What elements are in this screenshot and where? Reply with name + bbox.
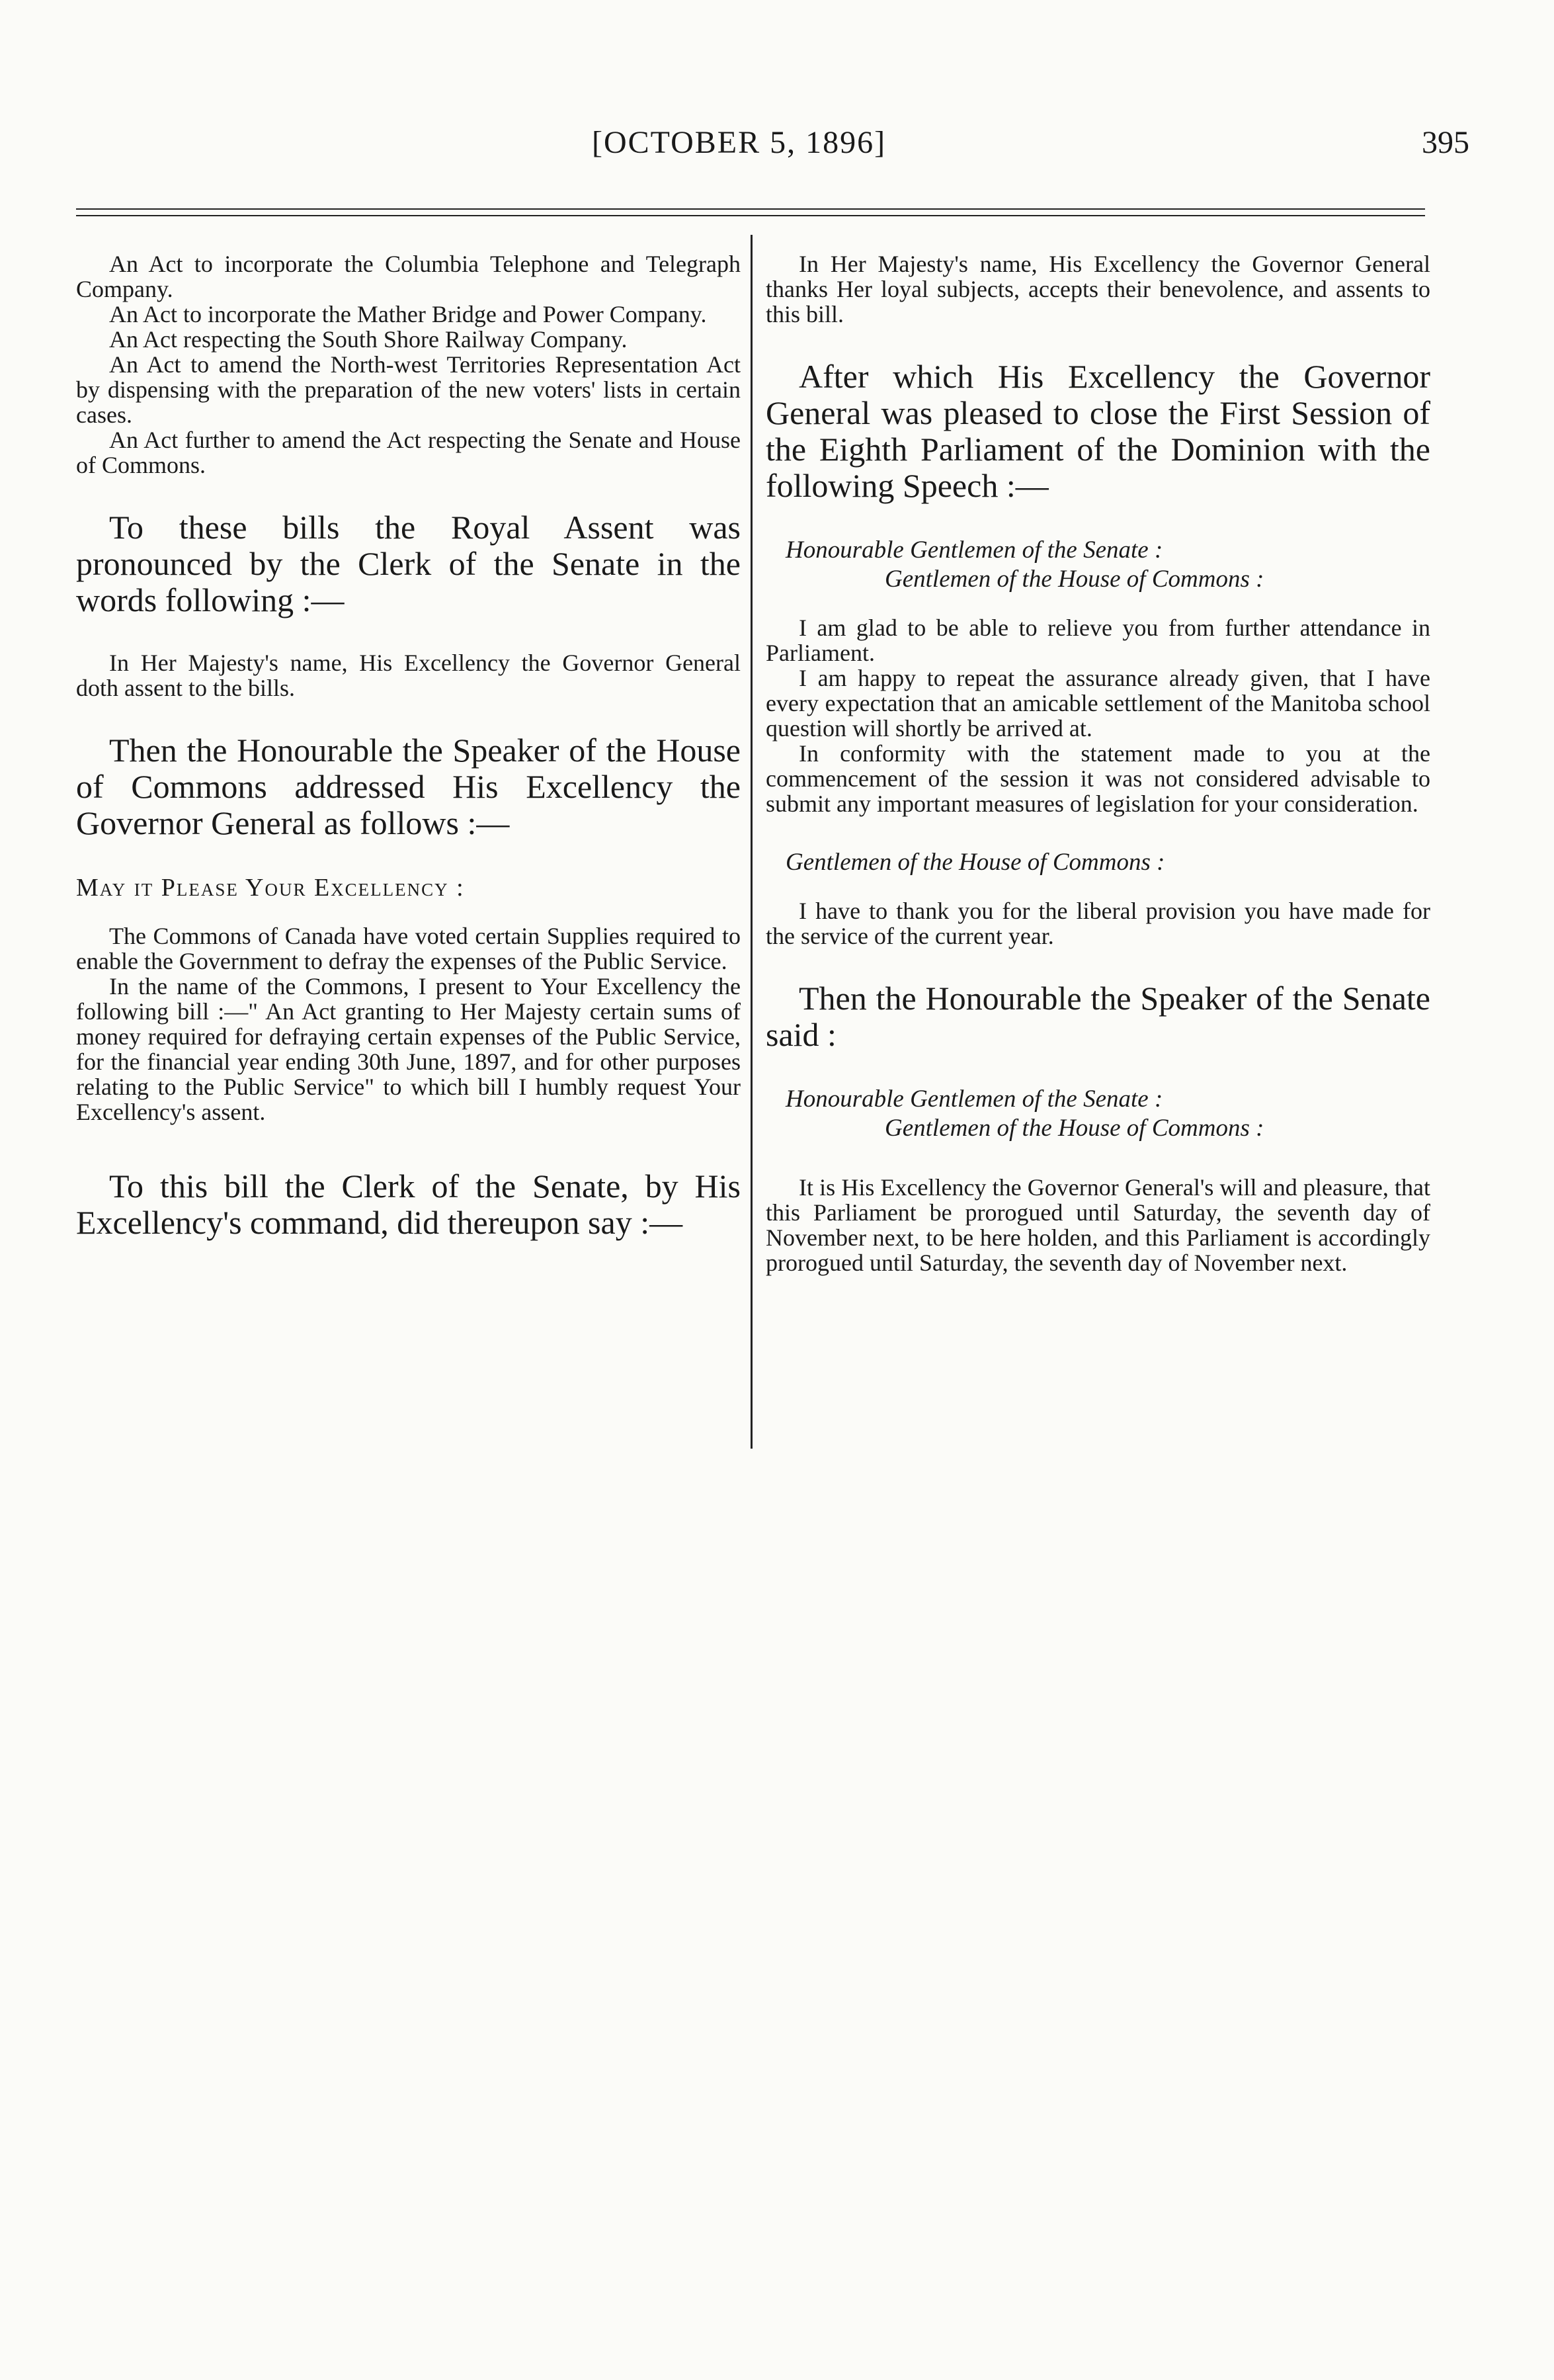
speech-paragraph-3: In conformity with the statement made to you at the commencement of the session it was not considered advisable to submit any important measures of legislation for your consideration. xyxy=(766,740,1430,817)
royal-assent-paragraph: To these bills the Royal Assent was pronounced by the Clerk of the Senate in the words following :— xyxy=(76,509,741,618)
prorogue-paragraph: It is His Excellency the Governor General's will and pleasure, that this Parliament be prorogued until Saturday, the seventh day of November next, to be here holden, and this Parliament is accordingly prorogued until Saturday, the seventh day of November next. xyxy=(766,1174,1430,1276)
act-item: An Act further to amend the Act respecting the Senate and House of Commons. xyxy=(76,427,741,478)
close-session-paragraph: After which His Excellency the Governor General was pleased to close the First Session of the Eighth Parliament of the Dominion with the following Speech :— xyxy=(766,358,1430,504)
speech-paragraph-4: I have to thank you for the liberal provision you have made for the service of the current year. xyxy=(766,898,1430,949)
page-title: [OCTOBER 5, 1896] xyxy=(592,125,887,160)
supply-paragraph-2: In the name of the Commons, I present to Your Excellency the following bill :—" An Act granting to Her Majesty certain sums of money required for defraying certain expenses of the Public Service, for the financial year ending 30th June, 1897, and for other purposes relating to the Public Service" to which bill I humbly request Your Excellency's assent. xyxy=(76,973,741,1125)
salutation-commons-3: Gentlemen of the House of Commons : xyxy=(885,1115,1264,1142)
thanks-paragraph: In Her Majesty's name, His Excellency the Governor General thanks Her loyal subjects, accepts their benevolence, and assents to this bill. xyxy=(766,251,1430,327)
speaker-addressed-paragraph: Then the Honourable the Speaker of the House of Commons addressed His Excellency the Governor General as follows :— xyxy=(76,732,741,841)
clerk-say-paragraph: To this bill the Clerk of the Senate, by His Excellency's command, did thereupon say :— xyxy=(76,1168,741,1241)
salutation-commons: Gentlemen of the House of Commons : xyxy=(885,566,1264,593)
speaker-senate-paragraph: Then the Honourable the Speaker of the Senate said : xyxy=(766,980,1430,1053)
act-item: An Act respecting the South Shore Railway Company. xyxy=(109,326,628,353)
salutation-senate: Honourable Gentlemen of the Senate : xyxy=(786,536,1163,564)
salutation-commons-2: Gentlemen of the House of Commons : xyxy=(786,849,1165,876)
right-column xyxy=(766,251,1430,1275)
supply-paragraph-1: The Commons of Canada have voted certain Supplies required to enable the Government to defray the expenses of the Public Service. xyxy=(76,923,741,974)
act-item: An Act to amend the North-west Territories Representation Act by dispensing with the preparation of the new voters' lists in certain cases. xyxy=(76,351,741,428)
assent-words: In Her Majesty's name, His Excellency the Governor General doth assent to the bills. xyxy=(76,650,741,701)
speech-paragraph-1: I am glad to be able to relieve you from further attendance in Parliament. xyxy=(766,615,1430,666)
page-header xyxy=(0,124,1554,184)
may-it-please-heading: May it Please Your Excellency : xyxy=(76,874,465,902)
salutation-senate-2: Honourable Gentlemen of the Senate : xyxy=(786,1085,1163,1113)
speech-paragraph-2: I am happy to repeat the assurance already given, that I have every expectation that an amicable settlement of the Manitoba school question will shortly be arrived at. xyxy=(766,665,1430,742)
act-item: An Act to incorporate the Mather Bridge and Power Company. xyxy=(109,301,707,327)
page-number: 395 xyxy=(1422,125,1469,160)
header-rule-bottom xyxy=(76,215,1425,216)
column-divider xyxy=(751,235,753,1449)
left-column xyxy=(76,251,741,1241)
header-rule-top xyxy=(76,208,1425,210)
act-item: An Act to incorporate the Columbia Telephone and Telegraph Company. xyxy=(76,251,741,302)
